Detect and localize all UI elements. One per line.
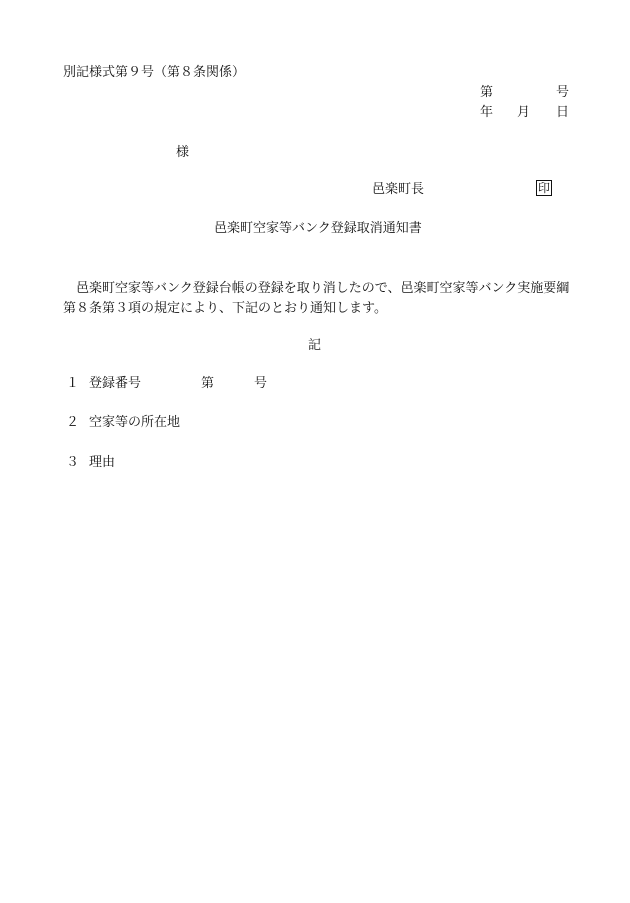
date-day: 日 [556,105,570,120]
item-label-location: 空家等の所在地 [89,415,181,430]
form-number: 別記様式第９号（第８条関係） [63,65,246,80]
item-number: ３ [66,455,80,470]
date-year: 年 [480,105,494,120]
recipient-honorific: 様 [176,145,190,160]
date-month: 月 [517,105,531,120]
notice-number-prefix: 第 [480,85,494,100]
notice-number-suffix: 号 [556,85,570,100]
document-title: 邑楽町空家等バンク登録取消通知書 [214,221,422,236]
ki-heading: 記 [308,338,322,353]
item-number: ２ [66,415,80,430]
registration-number-prefix: 第 [201,376,215,391]
item-label-reason: 理由 [89,455,116,470]
seal-mark: 印 [538,181,551,195]
registration-number-suffix: 号 [254,376,268,391]
sender-title: 邑楽町長 [372,182,425,197]
item-number: １ [66,376,80,391]
body-paragraph: 邑楽町空家等バンク登録台帳の登録を取り消したので、邑楽町空家等バンク実施要綱第８条第３項の規定により、下記のとおり通知します。 [63,281,570,316]
item-label-registration-number: 登録番号 [89,376,142,391]
